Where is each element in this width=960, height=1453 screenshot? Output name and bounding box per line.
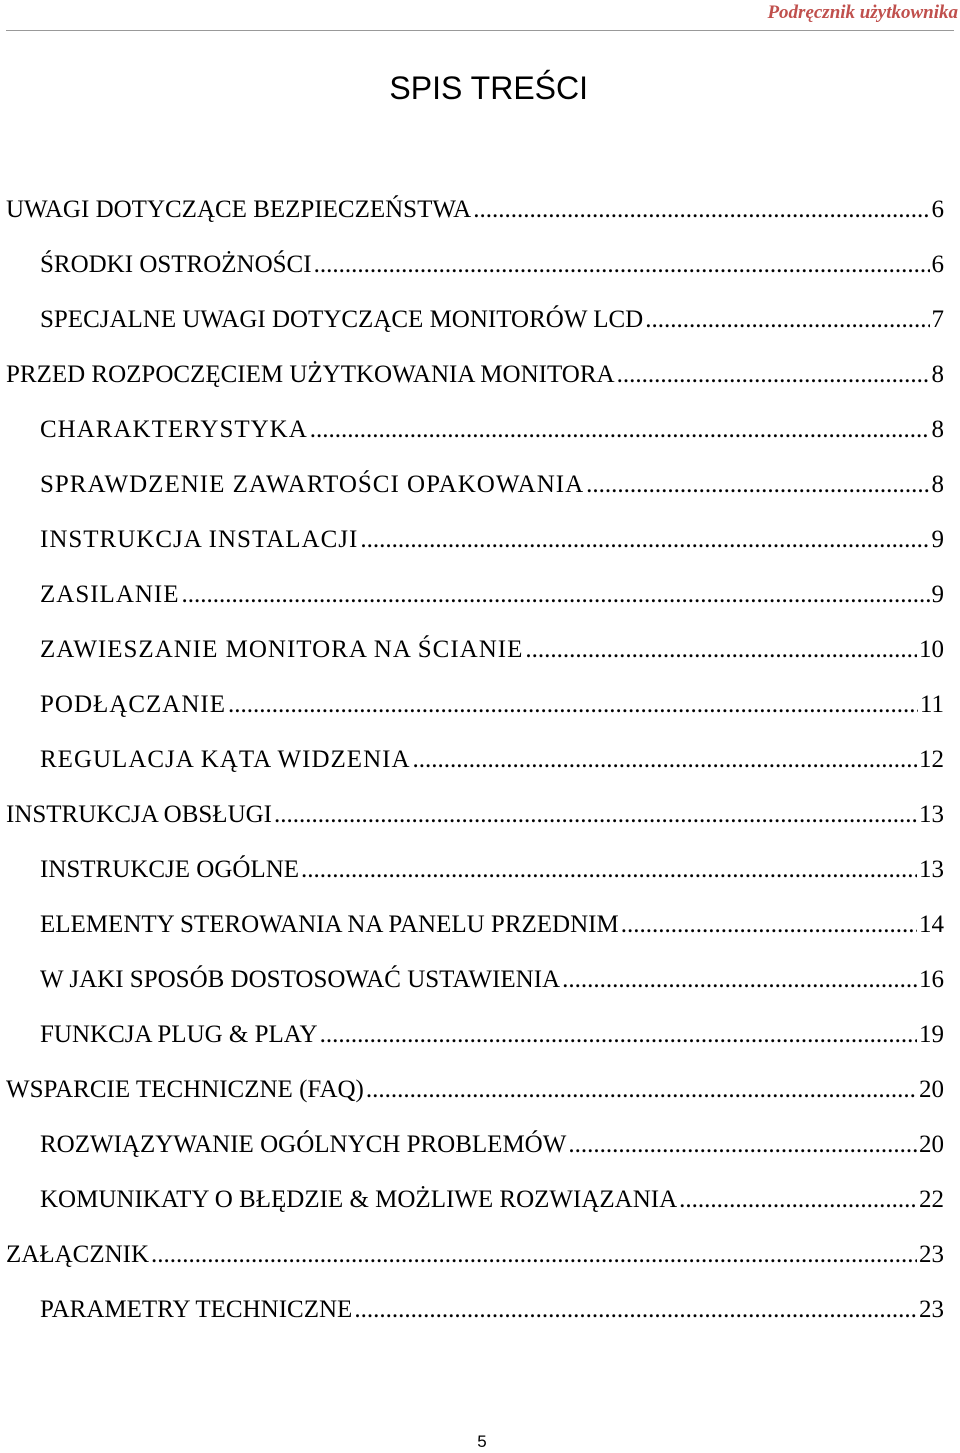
toc-leader-dots bbox=[645, 306, 929, 334]
toc-entry-power[interactable] bbox=[0, 553, 960, 609]
toc-entry-page: 13 bbox=[919, 856, 944, 883]
toc-entry-label: PODŁĄCZANIE bbox=[40, 691, 226, 718]
toc-entry-safety-notes[interactable] bbox=[0, 168, 960, 224]
page-number-text: 5 bbox=[477, 1432, 487, 1451]
page-title bbox=[0, 70, 960, 107]
toc-leader-dots bbox=[621, 911, 917, 939]
toc-leader-dots bbox=[473, 196, 929, 224]
toc-entry-label: INSTRUKCJE OGÓLNE bbox=[40, 856, 300, 883]
toc-entry-label: FUNKCJA PLUG & PLAY bbox=[40, 1021, 318, 1048]
toc-entry-tech-support-faq[interactable] bbox=[0, 1048, 960, 1104]
toc-entry-precautions[interactable] bbox=[0, 223, 960, 279]
toc-entry-page: 8 bbox=[931, 361, 944, 388]
toc-leader-dots bbox=[617, 361, 930, 389]
toc-entry-page: 10 bbox=[919, 636, 944, 663]
toc-entry-page: 8 bbox=[931, 416, 944, 443]
toc-entry-label: WSPARCIE TECHNICZNE (FAQ) bbox=[6, 1076, 364, 1103]
running-header: Podręcznik użytkownika bbox=[767, 2, 958, 23]
toc-leader-dots bbox=[274, 801, 917, 829]
toc-entry-page: 14 bbox=[919, 911, 944, 938]
toc-entry-page: 6 bbox=[931, 196, 944, 223]
toc-entry-connecting[interactable] bbox=[0, 663, 960, 719]
toc-entry-page: 20 bbox=[919, 1076, 944, 1103]
toc-leader-dots bbox=[679, 1186, 917, 1214]
toc-entry-page: 7 bbox=[931, 306, 944, 333]
page-title-text: SPIS TREŚCI bbox=[389, 70, 588, 106]
toc-entry-label: INSTRUKCJA OBSŁUGI bbox=[6, 801, 273, 828]
toc-leader-dots bbox=[151, 1241, 917, 1269]
toc-entry-label: KOMUNIKATY O BŁĘDZIE & MOŻLIWE ROZWIĄZANIA bbox=[40, 1186, 678, 1213]
toc-entry-label: ROZWIĄZYWANIE OGÓLNYCH PROBLEMÓW bbox=[40, 1131, 567, 1158]
toc-entry-label: ELEMENTY STEROWANIA NA PANELU PRZEDNIM bbox=[40, 911, 619, 938]
toc-entry-appendix[interactable] bbox=[0, 1213, 960, 1269]
toc-entry-page: 23 bbox=[919, 1241, 944, 1268]
toc-entry-page: 19 bbox=[919, 1021, 944, 1048]
toc-entry-adjust-settings[interactable] bbox=[0, 938, 960, 994]
toc-entry-label: SPECJALNE UWAGI DOTYCZĄCE MONITORÓW LCD bbox=[40, 306, 644, 333]
toc-leader-dots bbox=[360, 526, 929, 554]
toc-entry-page: 23 bbox=[919, 1296, 944, 1323]
toc-entry-page: 8 bbox=[931, 471, 944, 498]
toc-entry-page: 20 bbox=[919, 1131, 944, 1158]
toc-entry-label: ŚRODKI OSTROŻNOŚCI bbox=[40, 251, 312, 278]
toc-leader-dots bbox=[586, 471, 929, 499]
toc-entry-page: 16 bbox=[919, 966, 944, 993]
toc-entry-label: PRZED ROZPOCZĘCIEM UŻYTKOWANIA MONITORA bbox=[6, 361, 615, 388]
toc-leader-dots bbox=[301, 856, 917, 884]
page-number bbox=[0, 1432, 960, 1452]
toc-leader-dots bbox=[314, 251, 930, 279]
toc-entry-label: CHARAKTERYSTYKA bbox=[40, 416, 308, 443]
toc-leader-dots bbox=[320, 1021, 917, 1049]
toc-entry-label: PARAMETRY TECHNICZNE bbox=[40, 1296, 353, 1323]
toc-entry-label: ZAŁĄCZNIK bbox=[6, 1241, 150, 1268]
toc-entry-page: 6 bbox=[931, 251, 944, 278]
toc-leader-dots bbox=[525, 636, 917, 664]
toc-entry-label: ZAWIESZANIE MONITORA NA ŚCIANIE bbox=[40, 636, 524, 663]
toc-entry-lcd-notes[interactable] bbox=[0, 278, 960, 334]
toc-entry-general-instructions[interactable] bbox=[0, 828, 960, 884]
toc-entry-page: 12 bbox=[919, 746, 944, 773]
toc-leader-dots bbox=[562, 966, 917, 994]
toc-entry-before-use[interactable] bbox=[0, 333, 960, 389]
toc-leader-dots bbox=[228, 691, 918, 719]
toc-entry-features[interactable] bbox=[0, 388, 960, 444]
toc-entry-page: 9 bbox=[931, 526, 944, 553]
toc-leader-dots bbox=[310, 416, 930, 444]
toc-entry-error-messages[interactable] bbox=[0, 1158, 960, 1214]
toc-entry-page: 9 bbox=[931, 581, 944, 608]
toc-entry-front-panel-controls[interactable] bbox=[0, 883, 960, 939]
toc-entry-page: 13 bbox=[919, 801, 944, 828]
toc-entry-plug-and-play[interactable] bbox=[0, 993, 960, 1049]
toc-entry-package-contents[interactable] bbox=[0, 443, 960, 499]
toc-leader-dots bbox=[366, 1076, 917, 1104]
toc-entry-label: ZASILANIE bbox=[40, 581, 180, 608]
toc-entry-label: UWAGI DOTYCZĄCE BEZPIECZEŃSTWA bbox=[6, 196, 472, 223]
toc-leader-dots bbox=[413, 746, 917, 774]
toc-entry-wall-mount[interactable] bbox=[0, 608, 960, 664]
toc-entry-label: SPRAWDZENIE ZAWARTOŚCI OPAKOWANIA bbox=[40, 471, 585, 498]
toc-entry-viewing-angle[interactable] bbox=[0, 718, 960, 774]
toc-entry-operating-instructions[interactable] bbox=[0, 773, 960, 829]
toc-entry-label: INSTRUKCJA INSTALACJI bbox=[40, 526, 359, 553]
toc-entry-specifications[interactable] bbox=[0, 1268, 960, 1324]
header-divider bbox=[6, 30, 954, 31]
toc-entry-installation[interactable] bbox=[0, 498, 960, 554]
toc-entry-label: W JAKI SPOSÓB DOSTOSOWAĆ USTAWIENIA bbox=[40, 966, 561, 993]
toc-entry-troubleshooting[interactable] bbox=[0, 1103, 960, 1159]
toc-entry-page: 11 bbox=[919, 691, 944, 718]
toc-leader-dots bbox=[568, 1131, 917, 1159]
toc-entry-label: REGULACJA KĄTA WIDZENIA bbox=[40, 746, 411, 773]
toc-leader-dots bbox=[354, 1296, 917, 1324]
toc-entry-page: 22 bbox=[919, 1186, 944, 1213]
toc-leader-dots bbox=[182, 581, 930, 609]
